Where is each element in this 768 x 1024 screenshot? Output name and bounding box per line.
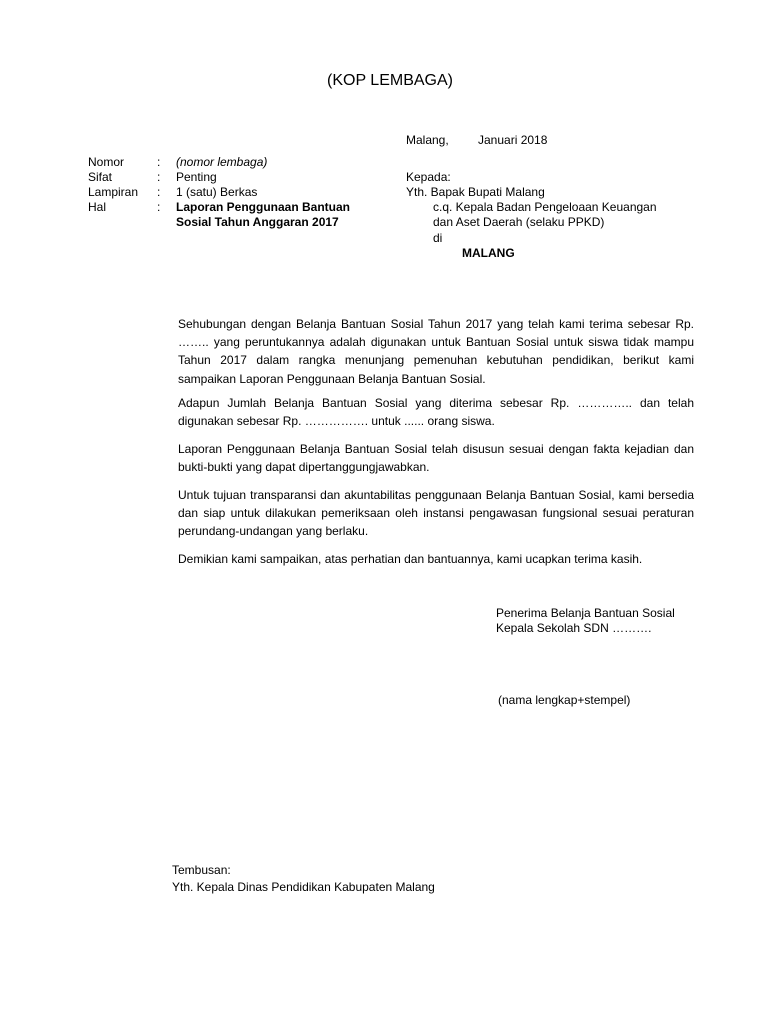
tembusan-line1: Yth. Kepala Dinas Pendidikan Kabupaten Malang	[172, 880, 435, 894]
hal-label: Hal	[88, 200, 107, 214]
lampiran-value: 1 (satu) Berkas	[176, 185, 258, 199]
lampiran-label: Lampiran	[88, 185, 139, 199]
sifat-colon: :	[157, 170, 161, 184]
signature-line1: Penerima Belanja Bantuan Sosial	[496, 606, 675, 620]
sifat-label: Sifat	[88, 170, 113, 184]
letterhead-kop: (KOP LEMBAGA)	[327, 72, 453, 89]
body-paragraph-4: Untuk tujuan transparansi dan akuntabilitas penggunaan Belanja Bantuan Sosial, kami bersedia dan siap untuk dilakukan pemeriksaan oleh instansi pengawasan fungsional sesuai peraturan perundang-undangan yang berlaku.	[178, 488, 694, 539]
recipient-city: MALANG	[462, 246, 515, 260]
body-paragraph-5: Demikian kami sampaikan, atas perhatian dan bantuannya, kami ucapkan terima kasih.	[178, 552, 643, 566]
hal-value-line2: Sosial Tahun Anggaran 2017	[176, 215, 339, 229]
recipient-line3: dan Aset Daerah (selaku PPKD)	[433, 215, 605, 229]
nomor-label: Nomor	[88, 155, 125, 169]
body-paragraph-2: Adapun Jumlah Belanja Bantuan Sosial yang diterima sebesar Rp. ………….. dan telah digunakan sebesar Rp. ……………. untuk ...... orang siswa.	[178, 396, 694, 429]
letter-date: Januari 2018	[478, 133, 548, 147]
sifat-value: Penting	[176, 170, 217, 184]
place: Malang,	[406, 133, 449, 147]
nomor-colon: :	[157, 155, 161, 169]
hal-colon: :	[157, 200, 161, 214]
hal-value-line1: Laporan Penggunaan Bantuan	[176, 200, 351, 214]
recipient-line4: di	[433, 231, 443, 245]
kepada-label: Kepada:	[406, 170, 451, 184]
recipient-line1: Yth. Bapak Bupati Malang	[406, 185, 545, 199]
signature-line2: Kepala Sekolah SDN ……….	[496, 621, 652, 635]
signature-name: (nama lengkap+stempel)	[498, 693, 631, 707]
recipient-line2: c.q. Kepala Badan Pengeloaan Keuangan	[433, 200, 657, 214]
body-paragraph-1: Sehubungan dengan Belanja Bantuan Sosial Tahun 2017 yang telah kami terima sebesar Rp. …….. yang peruntukannya adalah digunakan untuk Bantuan Sosial untuk siswa tidak mampu Tahun 2017 dalam rangka menunjang pemenuhan kebutuhan pendidikan, berikut kami sampaikan Laporan Penggunaan Belanja Bantuan Sosial.	[178, 317, 694, 386]
lampiran-colon: :	[157, 185, 161, 199]
body-paragraph-3: Laporan Penggunaan Belanja Bantuan Sosial telah disusun sesuai dengan fakta kejadian dan bukti-bukti yang dapat dipertanggungjawabkan.	[178, 442, 694, 475]
nomor-value: (nomor lembaga)	[176, 155, 268, 169]
tembusan-label: Tembusan:	[172, 863, 231, 877]
